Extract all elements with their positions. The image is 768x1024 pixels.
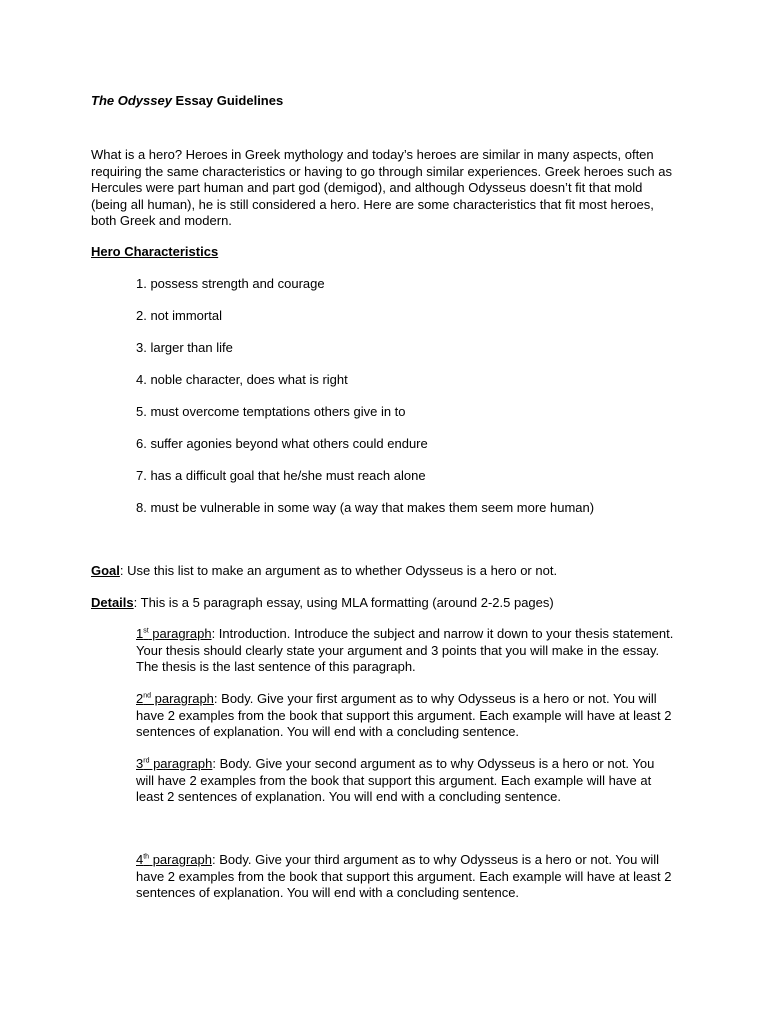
- ordinal-suffix: st: [143, 627, 149, 635]
- paragraph-word: paragraph: [149, 852, 212, 867]
- details-label: Details: [91, 595, 134, 610]
- goal-line: [91, 563, 691, 580]
- paragraph-4-description: [136, 852, 676, 902]
- paragraph-word: paragraph: [149, 756, 213, 771]
- paragraph-2-description: [136, 691, 676, 741]
- paragraph-text: : Body. Give your third argument as to why Odysseus is a hero or not. You will have 2 examples from the book that support this argument. Each example will have at least 2 sentences of explanation. You will end with a concluding sentence.: [136, 852, 672, 900]
- ordinal-suffix: rd: [143, 757, 150, 765]
- document-title: [91, 93, 283, 110]
- paragraph-word: paragraph: [148, 626, 212, 641]
- paragraph-label: [136, 756, 212, 771]
- title-rest: Essay Guidelines: [171, 93, 284, 108]
- details-text: : This is a 5 paragraph essay, using MLA formatting (around 2-2.5 pages): [133, 595, 554, 610]
- title-italic: The Odyssey: [91, 93, 172, 108]
- paragraph-text: : Introduction. Introduce the subject and narrow it down to your thesis statement. Your thesis should clearly state your argument and 3 points that you will make in the essay. The thesis is the last sentence of this paragraph.: [136, 626, 674, 674]
- paragraph-number: 1: [136, 626, 144, 641]
- list-item: 2. not immortal: [136, 308, 222, 323]
- paragraph-1-description: [136, 626, 676, 676]
- list-item: 4. noble character, does what is right: [136, 372, 348, 387]
- list-item: 8. must be vulnerable in some way (a way that makes them seem more human): [136, 500, 595, 515]
- paragraph-label: [136, 626, 212, 641]
- list-item: 3. larger than life: [136, 340, 233, 355]
- paragraph-number: 4: [136, 852, 144, 867]
- hero-characteristics-heading: Hero Characteristics: [91, 244, 219, 259]
- characteristics-list: [136, 276, 594, 532]
- paragraph-number: 2: [136, 691, 144, 706]
- list-item: 6. suffer agonies beyond what others could endure: [136, 436, 428, 451]
- paragraph-text: : Body. Give your second argument as to why Odysseus is a hero or not. You will have 2 examples from the book that support this argument. Each example will have at least 2 sentences of explanation. You will end with a concluding sentence.: [136, 756, 655, 804]
- paragraph-label: [136, 852, 212, 867]
- paragraph-word: paragraph: [151, 691, 214, 706]
- paragraph-text: : Body. Give your first argument as to why Odysseus is a hero or not. You will have 2 examples from the book that support this argument. Each example will have at least 2 sentences of explanation. You will end with a concluding sentence.: [136, 691, 672, 739]
- ordinal-suffix: nd: [143, 692, 152, 700]
- list-item: 7. has a difficult goal that he/she must reach alone: [136, 468, 426, 483]
- paragraph-label: [136, 691, 214, 706]
- goal-label: Goal: [91, 563, 120, 578]
- list-item: 1. possess strength and courage: [136, 276, 325, 291]
- intro-paragraph: What is a hero? Heroes in Greek mythology and today’s heroes are similar in many aspects, often requiring the same characteristics or having to go through similar experiences. Greek heroes such as Hercules were part human and part god (demigod), and although Odysseus doesn’t fit that mold (being all human), he is still considered a hero. Here are some characteristics that fit most heroes, both Greek and modern.: [91, 147, 672, 228]
- goal-text: : Use this list to make an argument as to whether Odysseus is a hero or not.: [119, 563, 558, 578]
- details-line: [91, 595, 691, 612]
- paragraph-number: 3: [136, 756, 144, 771]
- ordinal-suffix: th: [143, 853, 150, 861]
- paragraph-3-description: [136, 756, 676, 806]
- list-item: 5. must overcome temptations others give in to: [136, 404, 406, 419]
